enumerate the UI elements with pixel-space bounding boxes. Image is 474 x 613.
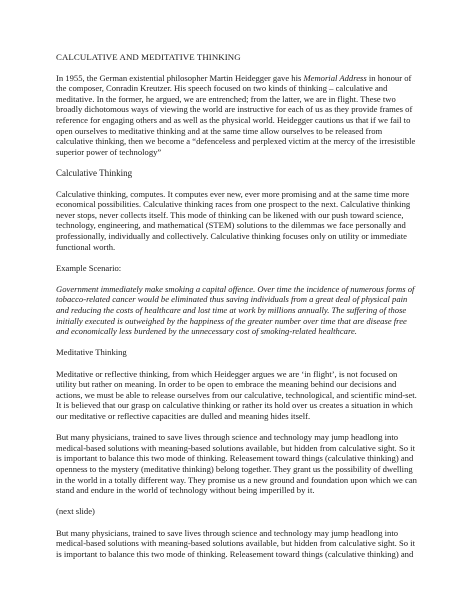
calculative-heading: Calculative Thinking	[56, 167, 133, 178]
meditative-heading: Meditative Thinking	[56, 347, 127, 358]
meditative-paragraph-1: Meditative or reflective thinking, from which Heidegger argues we are ‘in flight’, is not focused on utility but rather on meaning. In order to be open to embrace the meaning behind our decisions and actions, we must be able to release ourselves from our calculative, technological, and scientific mind-set. It is believed that our grasp on calculative thinking or rather its hold over us creates a situation in which our meditative or reflective capacities are dulled and meaning hides itself.	[56, 368, 417, 421]
scenario-text: Government immediately make smoking a capital offence. Over time the incidence of numerous forms of tobacco-related cancer would be eliminated thus saving individuals from a great deal of physical pain and reducing the costs of healthcare and lost time at work by millions annually. The suffering of those initially executed is outweighed by the happiness of the greater number over time that are disease free and economically less burdened by the unnecessary cost of smoking-related healthcare.	[56, 283, 415, 337]
calculative-paragraph: Calculative thinking, computes. It computes ever new, ever more promising and at the same time more economical possibilities. Calculative thinking races from one prospect to the next. Calculative thinking never stops, never collects itself. This mode of thinking can be likened with our push toward science, technology, engineering, and mathematical (STEM) solutions to the dilemmas we face personally and professionally, individually and collectively. Calculative thinking focuses only on utility or immediate functional worth.	[56, 188, 411, 252]
meditative-paragraph-2: But many physicians, trained to save lives through science and technology may jump headlong into medical-based solutions with meaning-based solutions available, but hidden from calculative sight. So it is important to balance this two mode of thinking. Releasement toward things (calculative thinking) and openness to the mystery (meditative thinking) belong together. They grant us the possibility of dwelling in the world in a totally different way. They promise us a new ground and foundation upon which we can stand and endure in the world of technology without being imperilled by it.	[56, 432, 417, 496]
next-slide-note: (next slide)	[56, 506, 95, 517]
intro-text-start: In 1955, the German existential philosopher Martin Heidegger gave his	[56, 72, 304, 83]
meditative-paragraph-3: But many physicians, trained to save lives through science and technology may jump headlong into medical-based solutions with meaning-based solutions available, but hidden from calculative sight. So it is important to balance this two mode of thinking. Releasement toward things (calculative thinking) and	[56, 527, 415, 559]
intro-italic-title: Memorial Address	[303, 72, 367, 83]
intro-text-end: in honour of the composer, Conradin Kreutzer. His speech focused on two kinds of thinking – calculative and meditative. In the former, he argued, we are entrenched; from the latter, we are in flight. These two broadly dichotomous ways of viewing the world are instructive for each of us as they provide frames of reference for engaging others and as well as the physical world. Heidegger cautions us that if we fail to open ourselves to meditative thinking and at the same time allow ourselves to be released from calculative thinking, then we become a “defenceless and perplexed victim at the mercy of the irresistible superior power of technology”	[56, 72, 416, 157]
scenario-label: Example Scenario:	[56, 262, 122, 273]
document-title: CALCULATIVE AND MEDITATIVE THINKING	[56, 52, 241, 62]
intro-paragraph	[56, 73, 418, 158]
